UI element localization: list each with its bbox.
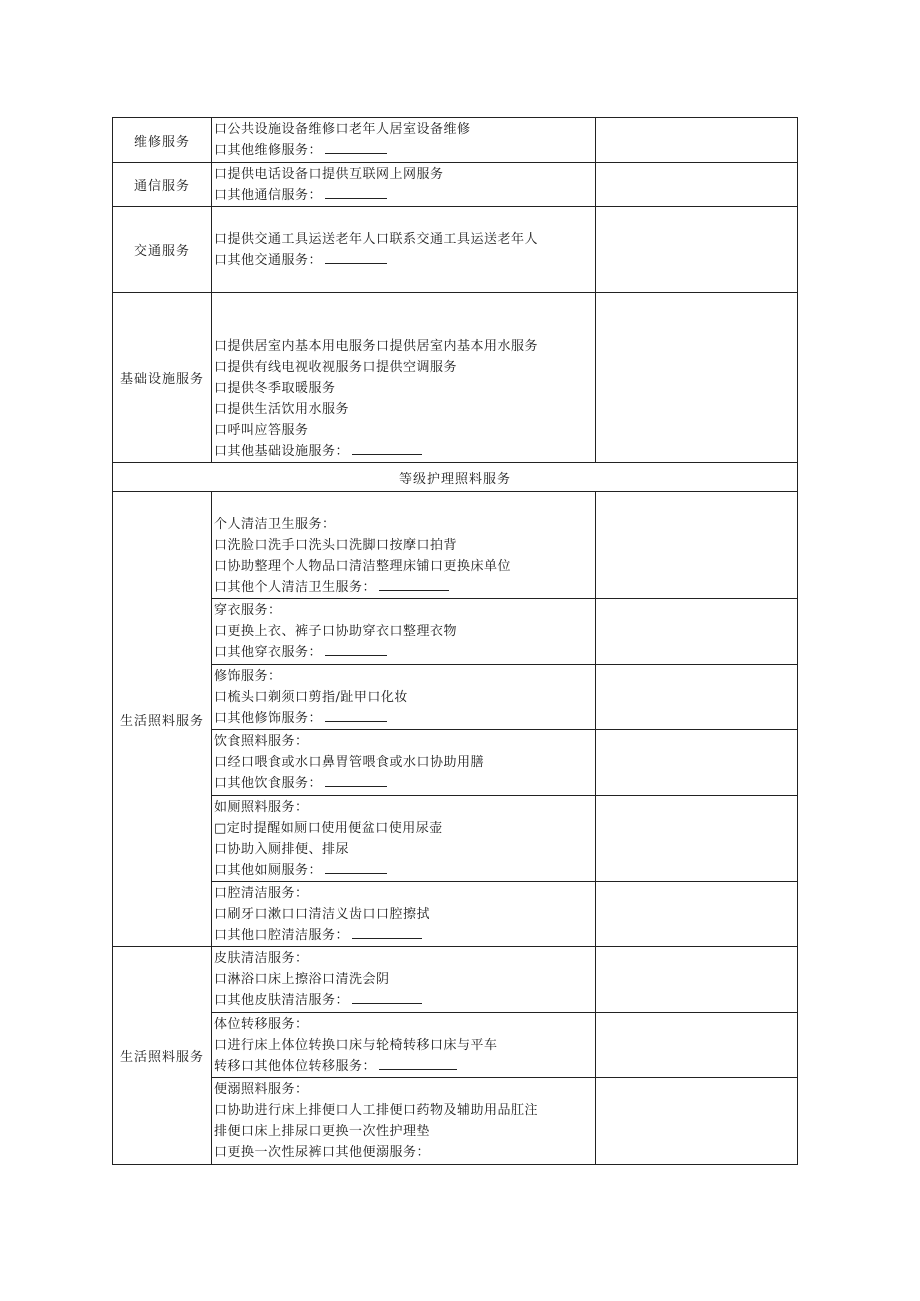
service-options	[212, 118, 596, 163]
sub-service-row	[113, 492, 798, 599]
option-line: 口更换上衣、裤子口协助穿衣口整理衣物	[214, 624, 458, 639]
option-line: 口其他饮食服务：	[214, 773, 595, 794]
section-row	[113, 293, 798, 463]
fill-in-blank[interactable]	[325, 709, 387, 722]
option-line: 口提供电话设备口提供互联网上网服务	[214, 166, 444, 182]
option-line: 口其他如厕服务：	[214, 860, 595, 881]
option-line: 口提供交通工具运送老年人口联系交通工具运送老年人	[214, 231, 539, 247]
service-options	[212, 293, 596, 463]
fill-in-blank[interactable]	[352, 442, 422, 455]
option-line: 口进行床上体位转换口床与轮椅转移口床与平车	[214, 1037, 498, 1053]
option-line: 穿衣服务：	[214, 603, 282, 618]
option-line: 口提供居室内基本用电服务口提供居室内基本用水服务	[214, 339, 539, 354]
service-options	[212, 1013, 596, 1078]
category-label: 基础设施服务	[113, 293, 212, 463]
option-line: 转移口其他体位转移服务：	[214, 1056, 595, 1077]
service-options	[212, 665, 596, 730]
option-line: 排便口床上排尿口更换一次性护理垫	[214, 1124, 431, 1139]
option-line: 口呼叫应答服务	[214, 423, 309, 438]
fill-in-blank[interactable]	[325, 186, 387, 199]
service-table	[112, 117, 798, 1165]
option-line: 口提供有线电视收视服务口提供空调服务	[214, 360, 458, 375]
option-line: 口协助进行床上排便口人工排便口药物及辅助用品肛注	[214, 1103, 539, 1118]
remarks-cell[interactable]	[596, 1078, 798, 1165]
remarks-cell[interactable]	[596, 163, 798, 207]
fill-in-blank[interactable]	[379, 578, 449, 591]
sub-service-row	[113, 947, 798, 1013]
option-line: 口其他穿衣服务：	[214, 642, 595, 663]
fill-in-blank[interactable]	[325, 774, 387, 787]
remarks-cell[interactable]	[596, 599, 798, 665]
service-options	[212, 1078, 596, 1165]
remarks-cell[interactable]	[596, 796, 798, 882]
sub-service-row	[113, 1078, 798, 1165]
sub-service-row	[113, 599, 798, 665]
fill-in-blank[interactable]	[325, 861, 387, 874]
option-line: 口其他维修服务：	[214, 140, 595, 161]
fill-in-blank[interactable]	[325, 251, 387, 264]
section-row	[113, 207, 798, 293]
category-label: 通信服务	[113, 163, 212, 207]
option-line: 口其他通信服务：	[214, 185, 595, 206]
option-line: 口淋浴口床上擦浴口清洗会阴	[214, 972, 390, 987]
remarks-cell[interactable]	[596, 118, 798, 163]
option-line: 口刷牙口漱口口清洁义齿口口腔擦拭	[214, 906, 431, 922]
option-line: 口梳头口剃须口剪指/趾甲口化妆	[214, 689, 408, 705]
option-line: 口更换一次性尿裤口其他便溺服务：	[214, 1145, 431, 1160]
fill-in-blank[interactable]	[325, 141, 387, 154]
category-label: 交通服务	[113, 207, 212, 293]
option-line: 口其他个人清洁卫生服务：	[214, 577, 595, 598]
heading-row	[113, 463, 798, 492]
sub-service-row	[113, 796, 798, 882]
option-line: 口其他基础设施服务：	[214, 441, 595, 462]
option-line: 口洗脸口洗手口洗头口洗脚口按摩口拍背	[214, 538, 458, 553]
service-options	[212, 492, 596, 599]
fill-in-blank[interactable]	[379, 1057, 457, 1070]
fill-in-blank[interactable]	[352, 991, 422, 1004]
remarks-cell[interactable]	[596, 665, 798, 730]
option-line: 个人清洁卫生服务：	[214, 517, 336, 532]
service-options	[212, 796, 596, 882]
category-label: 生活照料服务	[113, 947, 212, 1165]
remarks-cell[interactable]	[596, 882, 798, 947]
service-options	[212, 599, 596, 665]
option-line: 口经口喂食或水口鼻胃管喂食或水口协助用膳	[214, 755, 485, 770]
option-line: 口腔清洁服务：	[214, 885, 309, 901]
sub-service-row	[113, 730, 798, 796]
fill-in-blank[interactable]	[325, 643, 387, 656]
option-line: 如厕照料服务：	[214, 799, 309, 815]
option-line: □定时提醒如厕口使用便盆口使用尿壶	[214, 820, 443, 836]
option-line: 体位转移服务：	[214, 1016, 309, 1032]
service-options	[212, 730, 596, 796]
option-line: 口其他修饰服务：	[214, 708, 595, 729]
category-label: 维修服务	[113, 118, 212, 163]
fill-in-blank[interactable]	[352, 926, 422, 939]
section-heading: 等级护理照料服务	[113, 463, 798, 492]
remarks-cell[interactable]	[596, 492, 798, 599]
sub-service-row	[113, 882, 798, 947]
remarks-cell[interactable]	[596, 293, 798, 463]
remarks-cell[interactable]	[596, 730, 798, 796]
option-line: 口协助入厕排便、排尿	[214, 841, 350, 857]
option-line: 皮肤清洁服务：	[214, 951, 309, 966]
sub-service-row	[113, 1013, 798, 1078]
option-line: 饮食照料服务：	[214, 734, 309, 749]
option-line: 口提供生活饮用水服务	[214, 402, 350, 417]
remarks-cell[interactable]	[596, 1013, 798, 1078]
option-line: 口提供冬季取暖服务	[214, 381, 336, 396]
section-row	[113, 163, 798, 207]
remarks-cell[interactable]	[596, 207, 798, 293]
service-options	[212, 207, 596, 293]
remarks-cell[interactable]	[596, 947, 798, 1013]
option-line: 口其他皮肤清洁服务：	[214, 990, 595, 1011]
option-line: 口其他口腔清洁服务：	[214, 925, 595, 946]
option-line: 便溺照料服务：	[214, 1082, 309, 1097]
option-line: 口公共设施设备维修口老年人居室设备维修	[214, 122, 471, 137]
category-label: 生活照料服务	[113, 492, 212, 947]
option-line: 口其他交通服务：	[214, 250, 595, 271]
section-row	[113, 118, 798, 163]
sub-service-row	[113, 665, 798, 730]
service-options	[212, 882, 596, 947]
service-options	[212, 163, 596, 207]
service-options	[212, 947, 596, 1013]
option-line: 口协助整理个人物品口清洁整理床铺口更换床单位	[214, 559, 512, 574]
option-line: 修饰服务：	[214, 668, 282, 684]
